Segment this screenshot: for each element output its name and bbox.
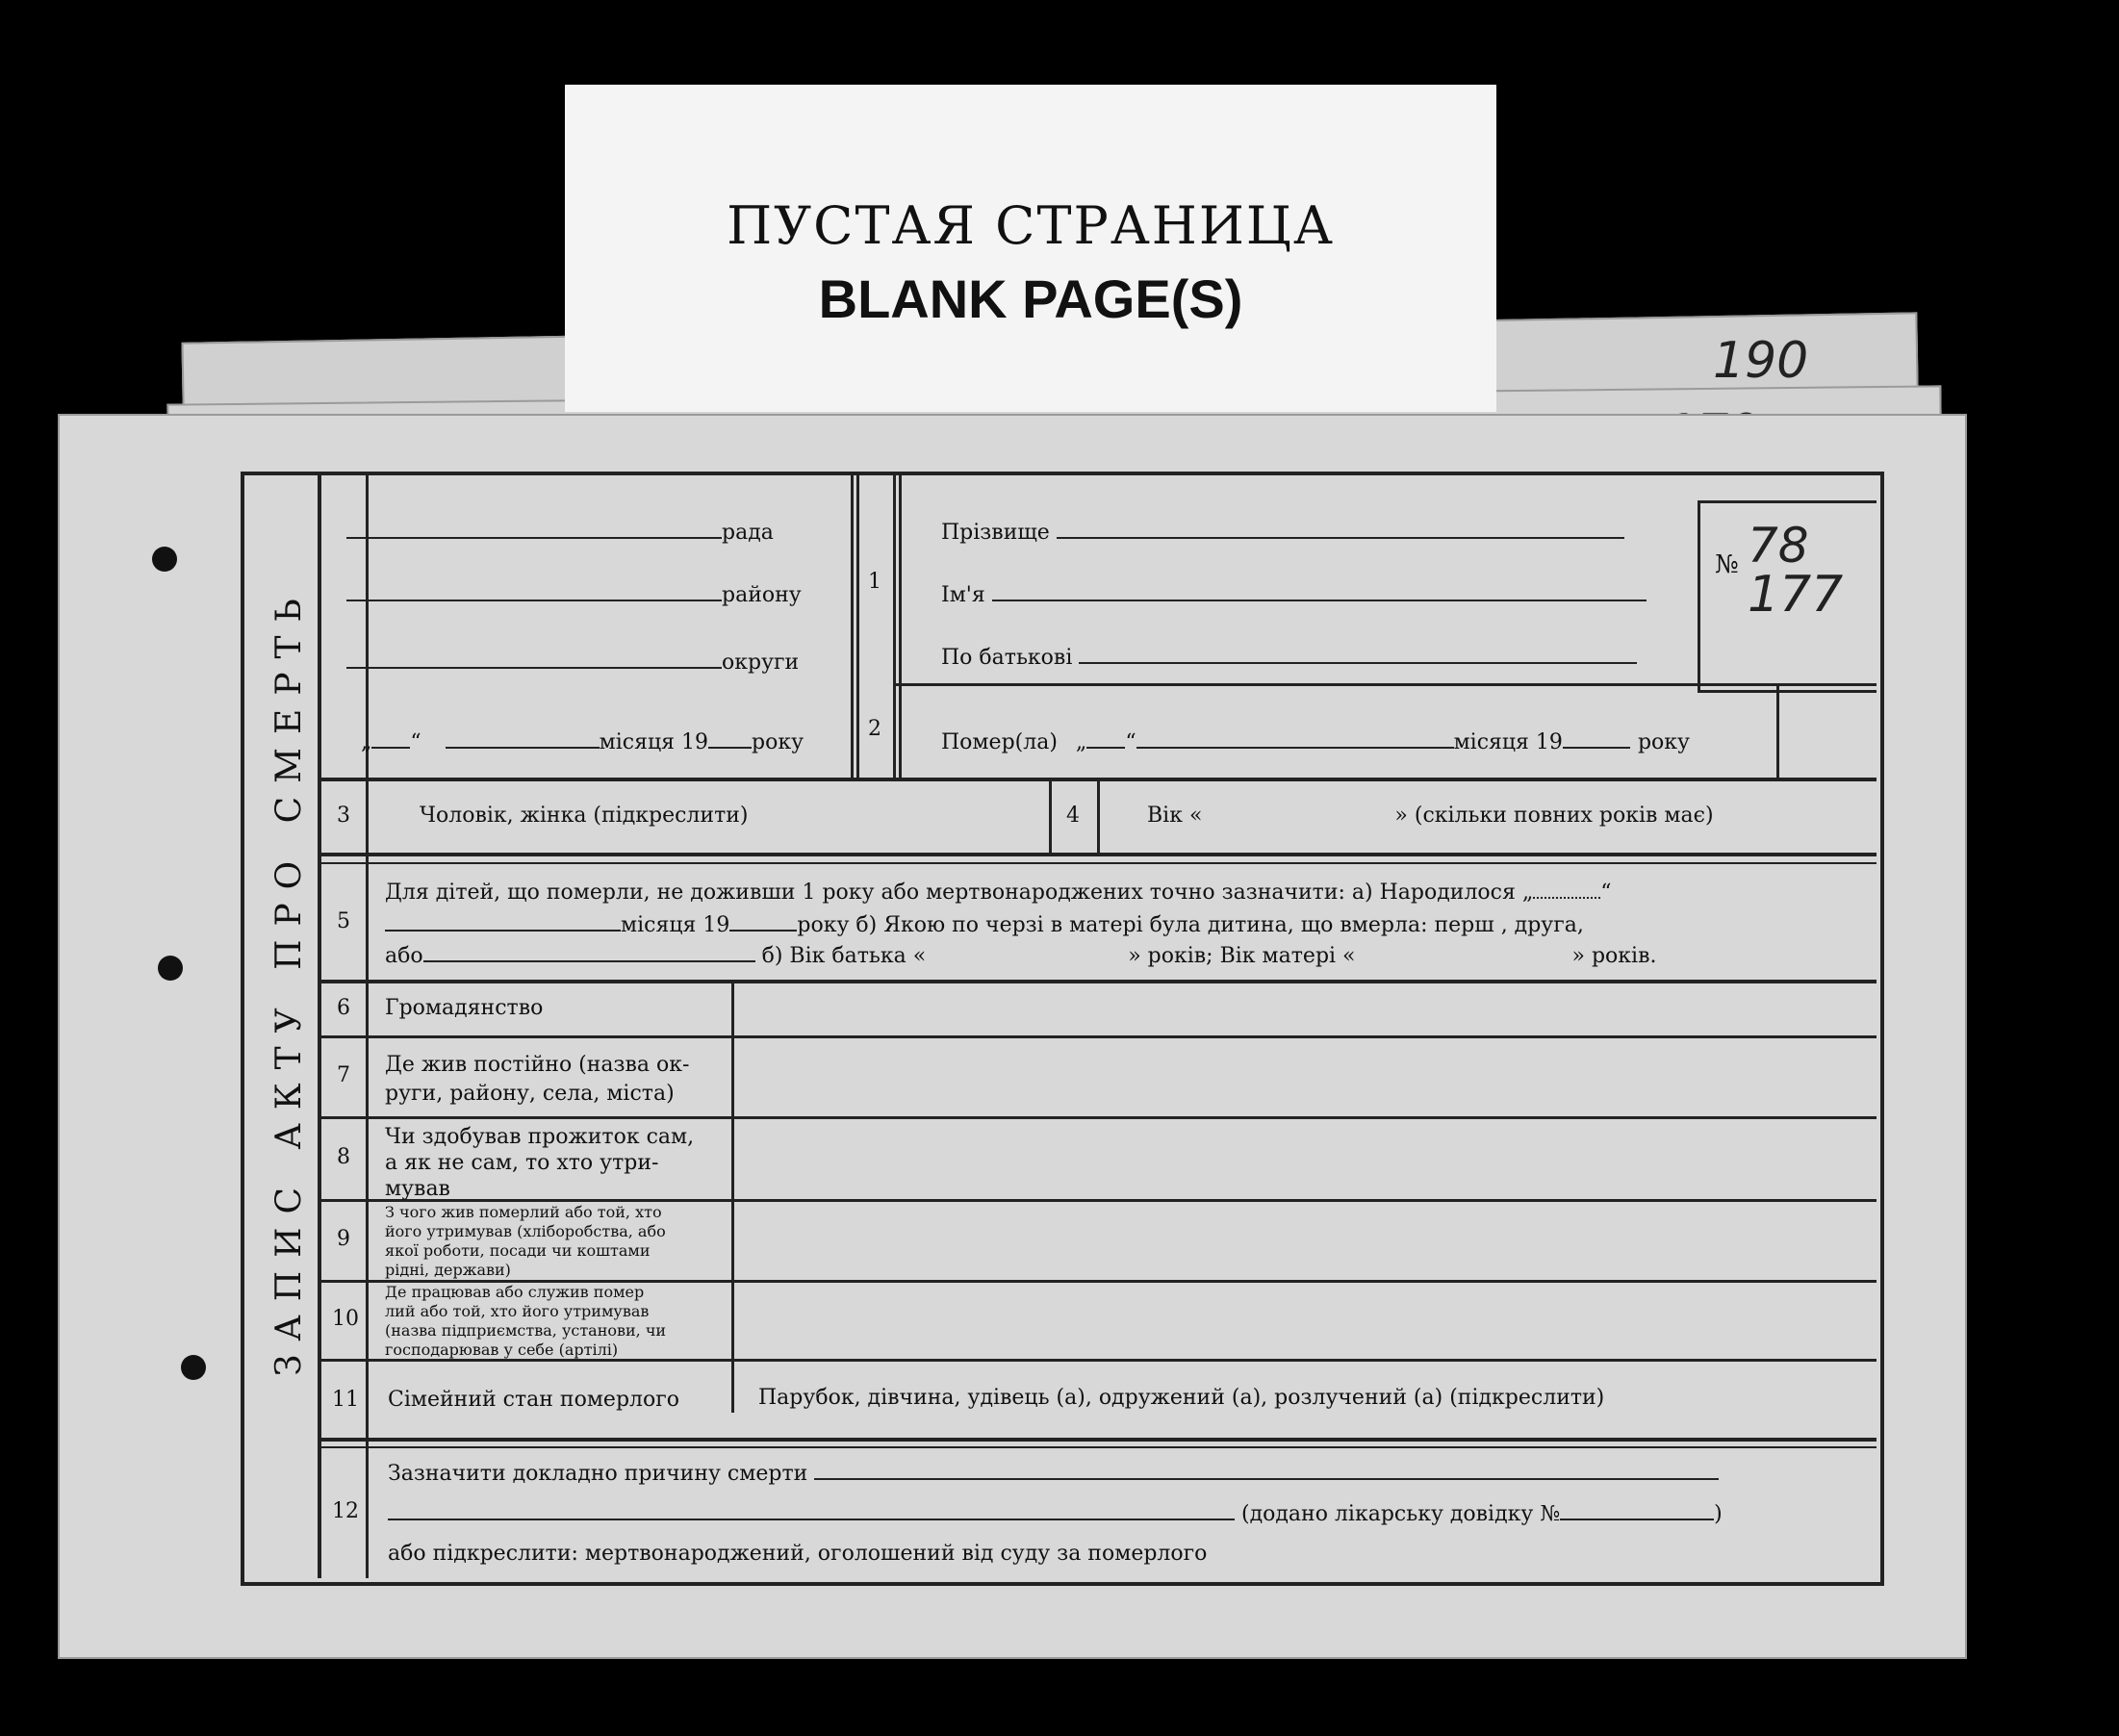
child-birth-line-1: Для дітей, що померли, не доживши 1 року або мертвонароджених точно зазначити: а) Народилося „ “ [385,881,1612,905]
row-number: 11 [332,1388,359,1412]
punch-hole [152,547,177,572]
form-row-line [318,1116,1876,1119]
header-date-field: „ “ місяця 19 року [361,730,804,754]
row-number: 3 [337,804,350,828]
form-column-line [731,980,734,1413]
blank-page-ru-label: ПУСТАЯ СТРАНИЦА [727,195,1335,256]
marital-status-label: Сімейний стан померлого [388,1388,680,1412]
form-row-line [318,862,1876,864]
number-box-line [1698,500,1700,693]
form-row-line [318,1438,1876,1442]
row-number: 10 [332,1307,359,1331]
form-vertical-title: ЗАПИС АКТУ ПРО СМЕРТЬ [269,585,309,1376]
folio-number: 177 [1748,566,1844,624]
form-column-line [1097,778,1100,855]
form-row-line [318,1035,1876,1038]
okruha-field: округи [346,650,799,675]
form-row-line [318,980,1876,983]
income-source-label: З чого жив померлий або той, хто його утримував (хліборобства, або якої роботи, посади чи коштами рідні, держави) [385,1203,666,1279]
row-number: 5 [337,909,350,933]
raion-field: району [346,582,802,607]
row-number: 9 [337,1227,350,1251]
record-number: 78 [1748,518,1809,574]
surname-field: Прізвище [941,520,1624,545]
citizenship-label: Громадянство [385,996,544,1020]
row-number: 1 [868,570,881,594]
form-row-line [318,853,1876,856]
workplace-label: Де працював або служив помер лий або той, хто його утримував (назва підприємства, установи, чи господарював у себе (артілі) [385,1283,667,1359]
row-number: 12 [332,1499,359,1523]
row-number: 2 [868,717,881,741]
form-column-line [1049,778,1052,855]
row-number: 4 [1066,804,1080,828]
form-column-line [366,472,369,1578]
first-name-field: Ім'я [941,582,1647,607]
residence-label: Де жив постійно (назва ок- руги, району, села, міста) [385,1053,690,1106]
form-column-line [893,472,896,781]
child-birth-line-2: місяця 19 року б) Якою по черзі в матері була дитина, що вмерла: перш , друга, [385,912,1584,937]
date-of-death-field: Помер(ла) „ “ місяця 19 року [941,730,1690,754]
age-field: Вік « » (скільки повних років має) [1147,804,1714,828]
stillborn-declared-field: або підкреслити: мертвонароджений, оголошений від суду за померлого [388,1542,1208,1566]
blank-page-en-label: BLANK PAGE(S) [818,268,1243,329]
marital-status-options: Парубок, дівчина, удівець (а), одружений (а), розлучений (а) (підкреслити) [758,1386,1605,1410]
form-column-line [856,472,859,781]
form-column-line [899,472,902,781]
row-number: 6 [337,996,350,1020]
rada-field: рада [346,520,774,545]
form-column-line [1776,683,1779,779]
sex-field: Чоловік, жінка (підкреслити) [420,804,749,828]
number-box-line [1698,690,1876,693]
cause-of-death-field: Зазначити докладно причину смерти [388,1461,1719,1486]
folio-number: 190 [1713,332,1809,390]
row-number: 8 [337,1145,350,1169]
blank-page-card [565,85,1496,412]
form-row-line [895,683,1876,686]
livelihood-label: Чи здобував прожиток сам, а як не сам, то хто утри- мував [385,1125,695,1201]
record-number-label: № [1715,550,1739,579]
death-record-form [241,472,1884,1586]
number-box-line [1698,500,1876,503]
form-column-line [851,472,854,781]
row-number: 7 [337,1063,350,1087]
form-column-line [318,472,321,1578]
punch-hole [158,956,183,981]
form-row-line [318,1446,1876,1448]
child-birth-line-3: або б) Вік батька « » років; Вік матері « » років. [385,944,1657,968]
medical-certificate-field: (додано лікарську довідку № ) [388,1501,1723,1526]
punch-hole [181,1355,206,1380]
patronymic-field: По батькові [941,645,1637,670]
